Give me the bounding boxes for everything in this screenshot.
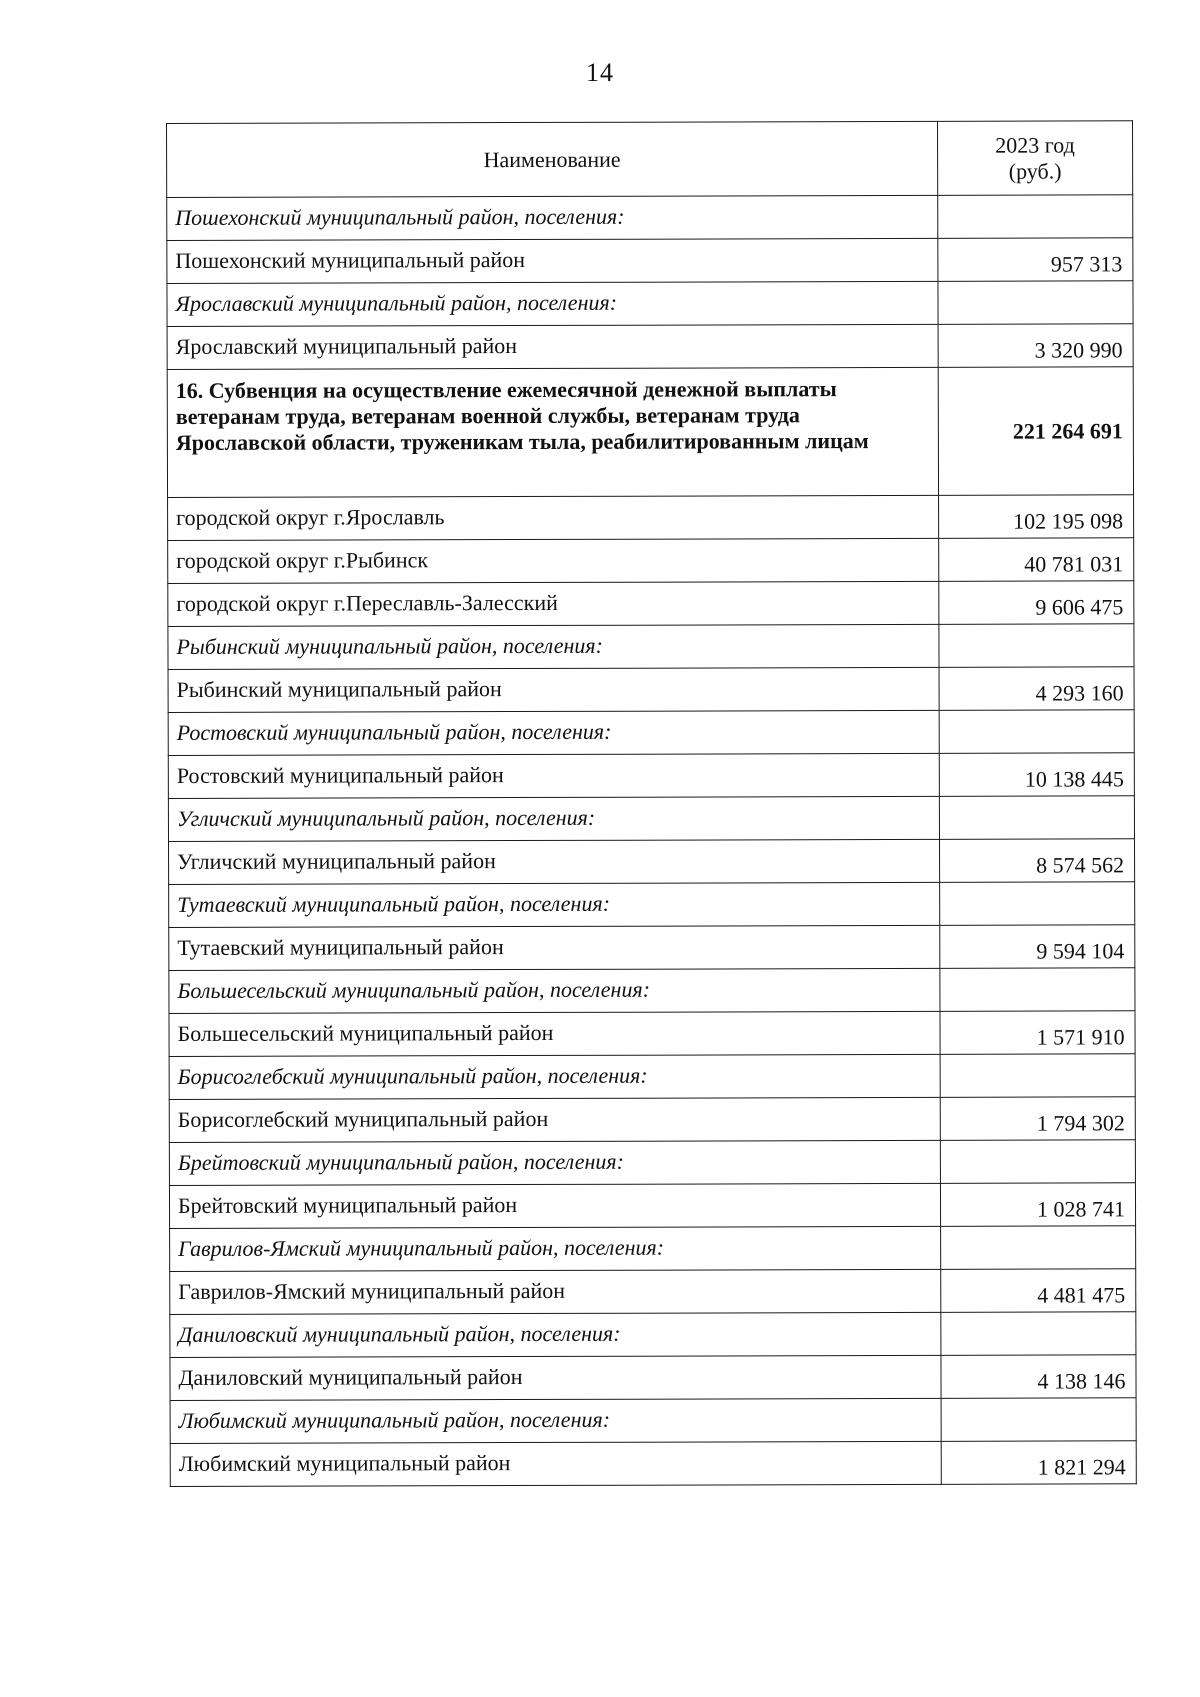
row-value: 9 594 104 xyxy=(940,925,1135,969)
row-value xyxy=(940,1140,1135,1184)
table-row xyxy=(167,238,1133,284)
row-name: Даниловский муниципальный район xyxy=(170,1355,941,1400)
table-row xyxy=(168,581,1134,627)
row-value xyxy=(939,624,1134,668)
table-row xyxy=(169,1011,1135,1057)
table-row xyxy=(170,1269,1136,1315)
row-name: Ярославский муниципальный район xyxy=(167,324,938,369)
row-value xyxy=(939,710,1134,754)
row-value xyxy=(940,882,1135,926)
column-header-unit: (руб.) xyxy=(1008,157,1062,184)
table-row xyxy=(167,324,1133,370)
row-value: 40 781 031 xyxy=(939,538,1134,582)
row-value: 4 481 475 xyxy=(941,1269,1136,1313)
row-name: Борисоглебский муниципальный район xyxy=(169,1097,940,1142)
row-value: 8 574 562 xyxy=(940,839,1135,883)
row-name: Любимский муниципальный район xyxy=(170,1441,941,1486)
row-value: 4 138 146 xyxy=(941,1355,1136,1399)
table-row xyxy=(168,753,1134,799)
table-row xyxy=(170,1441,1136,1487)
row-value: 4 293 160 xyxy=(939,667,1134,711)
row-value: 9 606 475 xyxy=(939,581,1134,625)
budget-table xyxy=(166,120,1137,1487)
table-row xyxy=(168,667,1134,713)
group-heading: Угличский муниципальный район, поселения: xyxy=(168,796,939,841)
group-heading-row xyxy=(168,710,1134,756)
group-heading: Гаврилов-Ямский муниципальный район, поселения: xyxy=(170,1226,941,1271)
row-name: Угличский муниципальный район xyxy=(169,839,940,884)
row-value xyxy=(938,281,1133,325)
row-value: 102 195 098 xyxy=(939,495,1134,539)
column-header-name: Наименование xyxy=(167,121,938,197)
row-name: Рыбинский муниципальный район xyxy=(168,667,939,712)
row-value: 1 028 741 xyxy=(940,1183,1135,1227)
row-name: городской округ г.Ярославль xyxy=(168,495,939,540)
group-heading-row xyxy=(170,1398,1136,1444)
group-heading: Борисоглебский муниципальный район, поселения: xyxy=(169,1054,940,1099)
table-row xyxy=(169,1097,1135,1143)
group-heading-row xyxy=(169,1140,1135,1186)
row-name: Пошехонский муниципальный район xyxy=(167,238,938,283)
group-heading-row xyxy=(168,624,1134,670)
row-value: 1 571 910 xyxy=(940,1011,1135,1055)
row-name: Тутаевский муниципальный район xyxy=(169,925,940,970)
table-row xyxy=(169,925,1135,971)
row-value: 3 320 990 xyxy=(938,324,1133,368)
section-total: 221 264 691 xyxy=(938,367,1133,496)
group-heading: Тутаевский муниципальный район, поселения: xyxy=(169,882,940,927)
row-value xyxy=(939,796,1134,840)
group-heading-row xyxy=(170,1312,1136,1358)
row-name: Ростовский муниципальный район xyxy=(168,753,939,798)
group-heading-row xyxy=(169,1054,1135,1100)
group-heading: Большесельский муниципальный район, поселения: xyxy=(169,968,940,1013)
section-row xyxy=(167,367,1133,498)
row-value xyxy=(940,968,1135,1012)
group-heading-row xyxy=(167,195,1133,241)
page-number: 14 xyxy=(586,58,614,87)
row-name: Брейтовский муниципальный район xyxy=(169,1183,940,1228)
row-name: городской округ г.Рыбинск xyxy=(168,538,939,583)
group-heading: Ростовский муниципальный район, поселения: xyxy=(168,710,939,755)
table-row xyxy=(169,1183,1135,1229)
row-value: 957 313 xyxy=(938,238,1133,282)
row-value xyxy=(941,1398,1136,1442)
group-heading: Брейтовский муниципальный район, поселения: xyxy=(169,1140,940,1185)
group-heading: Ярославский муниципальный район, поселения: xyxy=(167,281,938,326)
table-row xyxy=(170,1355,1136,1401)
group-heading-row xyxy=(169,882,1135,928)
table-header-row xyxy=(167,121,1133,198)
row-value: 10 138 445 xyxy=(939,753,1134,797)
group-heading-row xyxy=(167,281,1133,327)
column-header-year: 2023 год xyxy=(995,131,1075,158)
group-heading: Даниловский муниципальный район, поселения: xyxy=(170,1312,941,1357)
row-value: 1 794 302 xyxy=(940,1097,1135,1141)
row-value xyxy=(941,1226,1136,1270)
table-body xyxy=(167,195,1137,1487)
row-value xyxy=(938,195,1133,239)
group-heading-row xyxy=(168,796,1134,842)
row-name: Большесельский муниципальный район xyxy=(169,1011,940,1056)
table-row xyxy=(168,495,1134,541)
group-heading-row xyxy=(169,968,1135,1014)
row-name: Гаврилов-Ямский муниципальный район xyxy=(170,1269,941,1314)
section-title: 16. Субвенция на осуществление ежемесячной денежной выплаты ветеранам труда, ветеранам военной службы, ветеранам труда Ярославской области, труженикам тыла, реабилитированным лицам xyxy=(167,367,938,497)
group-heading: Пошехонский муниципальный район, поселения: xyxy=(167,195,938,240)
row-name: городской округ г.Переславль-Залесский xyxy=(168,581,939,626)
group-heading: Рыбинский муниципальный район, поселения: xyxy=(168,624,939,669)
group-heading-row xyxy=(170,1226,1136,1272)
group-heading: Любимский муниципальный район, поселения: xyxy=(170,1398,941,1443)
column-header-value xyxy=(937,121,1132,196)
row-value: 1 821 294 xyxy=(941,1441,1136,1485)
row-value xyxy=(940,1054,1135,1098)
row-value xyxy=(941,1312,1136,1356)
table-row xyxy=(169,839,1135,885)
table-row xyxy=(168,538,1134,584)
